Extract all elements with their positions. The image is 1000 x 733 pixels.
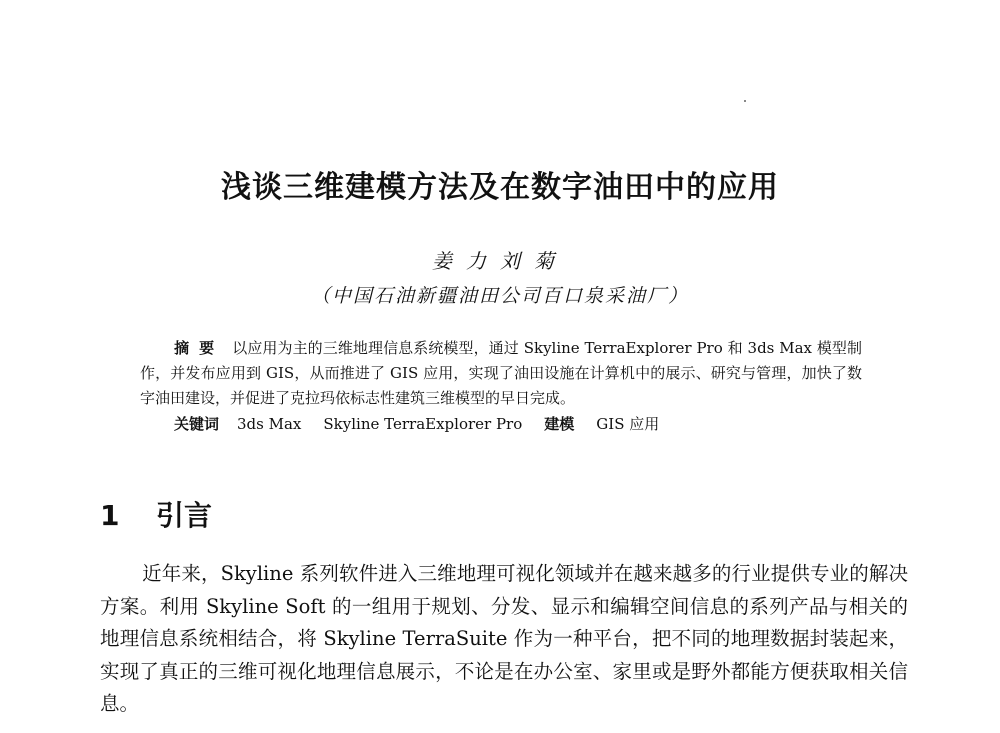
keywords-line bbox=[174, 412, 874, 437]
author-names: 姜力刘菊 bbox=[432, 249, 568, 273]
body-text: 近年来，Skyline 系列软件进入三维地理可视化领域并在越来越多的行业提供专业的解决方案。利用 Skyline Soft 的一组用于规划、分发、显示和编辑空间信息的系列产品与相关的地理信息系统相结合，将 Skyline TerraSuite 作为一种平台，把不同的地理数据封装起来，实现了真正的三维可视化地理信息展示，不论是在办公室、家里或是野外都能方便获取相关信息。 bbox=[100, 562, 908, 715]
abstract-label: 摘要 bbox=[174, 339, 225, 357]
keyword-item: Skyline TerraExplorer Pro bbox=[323, 415, 523, 433]
section-number: 1 bbox=[100, 499, 120, 532]
paper-title: 浅谈三维建模方法及在数字油田中的应用 bbox=[221, 170, 779, 205]
abstract-block bbox=[140, 336, 862, 411]
keyword-item: GIS 应用 bbox=[596, 415, 660, 433]
keywords-label: 关键词 bbox=[174, 415, 220, 433]
keyword-item: 建模 bbox=[544, 415, 575, 433]
section-heading bbox=[100, 494, 700, 534]
abstract-text: 以应用为主的三维地理信息系统模型，通过 Skyline TerraExplorer Pro 和 3ds Max 模型制作，并发布应用到 GIS，从而推进了 GIS 应用，实现了油田设施在计算机中的展示、研究与管理，加快了数字油田建设，并促进了克拉玛依标志性建筑三维模型的早日完成。 bbox=[140, 339, 862, 407]
keyword-item: 3ds Max bbox=[237, 415, 302, 433]
section-title: 引言 bbox=[156, 499, 213, 532]
scan-speck bbox=[744, 100, 746, 102]
author-affiliation: （中国石油新疆油田公司百口泉采油厂） bbox=[310, 285, 689, 307]
body-paragraph bbox=[100, 558, 908, 721]
